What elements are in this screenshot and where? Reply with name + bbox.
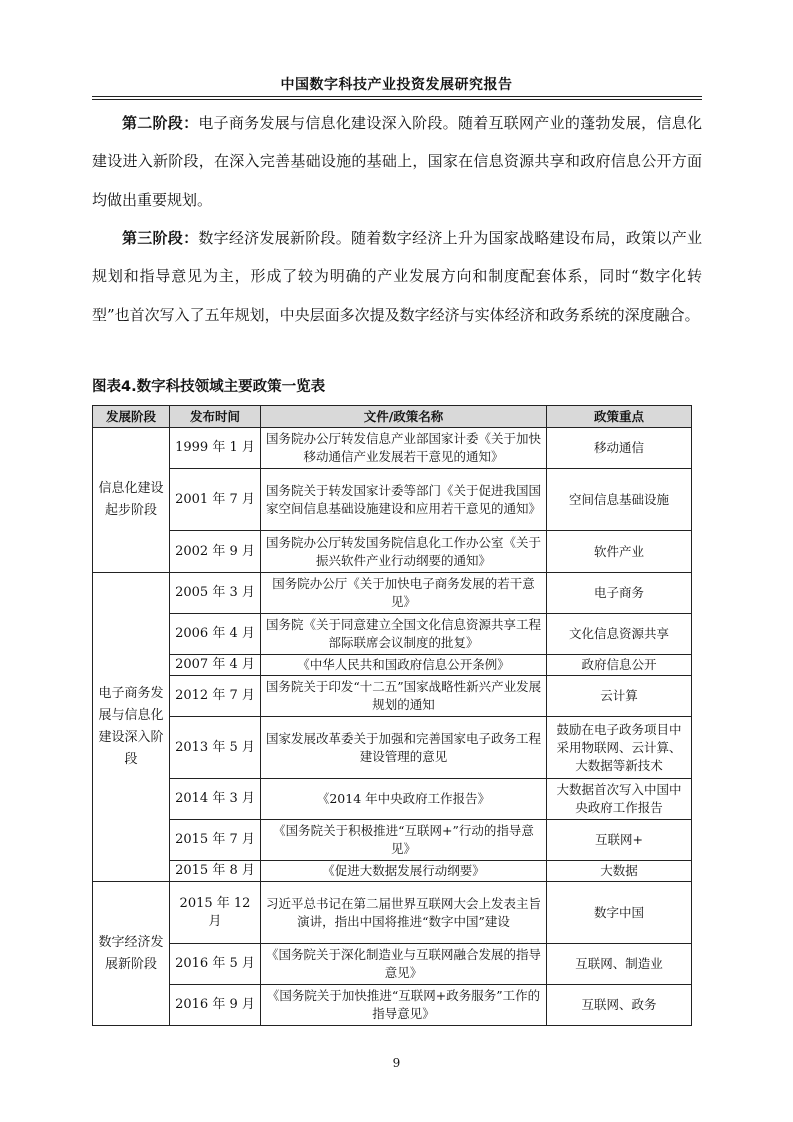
document-cell: 《促进大数据发展行动纲要》	[261, 861, 547, 882]
date-cell: 2016 年 9 月	[170, 985, 261, 1026]
focus-cell: 电子商务	[547, 573, 692, 614]
date-cell: 2005 年 3 月	[170, 573, 261, 614]
document-cell: 国务院办公厅《关于加快电子商务发展的若干意见》	[261, 573, 547, 614]
document-cell: 国务院办公厅转发信息产业部国家计委《关于加快移动通信产业发展若干意见的通知》	[261, 428, 547, 469]
date-cell: 2015 年 8 月	[170, 861, 261, 882]
date-cell: 2007 年 4 月	[170, 655, 261, 676]
page-number: 9	[392, 1056, 401, 1070]
document-cell: 《国务院关于加快推进“互联网+政务服务”工作的指导意见》	[261, 985, 547, 1026]
focus-cell: 鼓励在电子政务项目中采用物联网、云计算、大数据等新技术	[547, 717, 692, 779]
date-cell: 2002 年 9 月	[170, 531, 261, 573]
date-cell: 2001 年 7 月	[170, 469, 261, 531]
table-row	[93, 531, 692, 573]
document-cell: 国家发展改革委关于加强和完善国家电子政务工程建设管理的意见	[261, 717, 547, 779]
document-cell: 习近平总书记在第二届世界互联网大会上发表主旨演讲，指出中国将推进“数字中国”建设	[261, 882, 547, 944]
paragraph-stage-three	[92, 219, 702, 334]
page-header-title: 中国数字科技产业投资发展研究报告	[280, 77, 513, 93]
date-cell: 2013 年 5 月	[170, 717, 261, 779]
focus-cell: 软件产业	[547, 531, 692, 573]
date-cell: 2015 年 12 月	[170, 882, 261, 944]
date-cell: 2012 年 7 月	[170, 676, 261, 717]
stage-cell: 信息化建设起步阶段	[93, 428, 170, 573]
date-cell: 2014 年 3 月	[170, 779, 261, 820]
date-cell: 2015 年 7 月	[170, 820, 261, 861]
focus-cell: 文化信息资源共享	[547, 614, 692, 655]
date-cell: 2016 年 5 月	[170, 944, 261, 985]
document-cell: 国务院关于转发国家计委等部门《关于促进我国国家空间信息基础设施建设和应用若干意见的通知》	[261, 469, 547, 531]
document-cell: 国务院关于印发“十二五”国家战略性新兴产业发展规划的通知	[261, 676, 547, 717]
paragraph-lead: 第三阶段：	[122, 229, 199, 247]
focus-cell: 互联网、政务	[547, 985, 692, 1026]
paragraph-stage-two	[92, 104, 702, 219]
table-row	[93, 779, 692, 820]
table-row	[93, 861, 692, 882]
stage-cell: 电子商务发展与信息化建设深入阶段	[93, 573, 170, 882]
column-header-focus: 政策重点	[547, 406, 692, 428]
date-cell: 1999 年 1 月	[170, 428, 261, 469]
stage-cell: 数字经济发展新阶段	[93, 882, 170, 1026]
table-row	[93, 469, 692, 531]
column-header-stage: 发展阶段	[93, 406, 170, 428]
table-row	[93, 614, 692, 655]
paragraph-lead: 第二阶段：	[122, 114, 199, 132]
table-row	[93, 882, 692, 944]
focus-cell: 云计算	[547, 676, 692, 717]
paragraph-text: 数字经济发展新阶段。随着数字经济上升为国家战略建设布局，政策以产业规划和指导意见为主，形成了较为明确的产业发展方向和制度配套体系，同时“数字化转型”也首次写入了五年规划，中央层面多次提及数字经济与实体经济和政务系统的深度融合。	[92, 229, 702, 324]
table-row	[93, 944, 692, 985]
document-cell: 《国务院关于深化制造业与互联网融合发展的指导意见》	[261, 944, 547, 985]
table-row	[93, 676, 692, 717]
document-cell: 《国务院关于积极推进“互联网+”行动的指导意见》	[261, 820, 547, 861]
document-cell: 《中华人民共和国政府信息公开条例》	[261, 655, 547, 676]
focus-cell: 政府信息公开	[547, 655, 692, 676]
focus-cell: 大数据	[547, 861, 692, 882]
table-row	[93, 717, 692, 779]
column-header-date: 发布时间	[170, 406, 261, 428]
table-row	[93, 573, 692, 614]
header-rule	[92, 96, 702, 100]
column-header-document: 文件/政策名称	[261, 406, 547, 428]
table-row	[93, 985, 692, 1026]
paragraph-text: 电子商务发展与信息化建设深入阶段。随着互联网产业的蓬勃发展，信息化建设进入新阶段，在深入完善基础设施的基础上，国家在信息资源共享和政府信息公开方面均做出重要规划。	[92, 114, 702, 209]
focus-cell: 移动通信	[547, 428, 692, 469]
focus-cell: 互联网、制造业	[547, 944, 692, 985]
focus-cell: 大数据首次写入中国中央政府工作报告	[547, 779, 692, 820]
document-cell: 国务院《关于同意建立全国文化信息资源共享工程部际联席会议制度的批复》	[261, 614, 547, 655]
policy-table	[92, 405, 692, 1026]
document-cell: 国务院办公厅转发国务院信息化工作办公室《关于振兴软件产业行动纲要的通知》	[261, 531, 547, 573]
table-row	[93, 428, 692, 469]
table-row	[93, 655, 692, 676]
document-cell: 《2014 年中央政府工作报告》	[261, 779, 547, 820]
table-header-row	[93, 406, 692, 428]
table-row	[93, 820, 692, 861]
focus-cell: 互联网+	[547, 820, 692, 861]
date-cell: 2006 年 4 月	[170, 614, 261, 655]
table-caption: 图表4.数字科技领域主要政策一览表	[92, 379, 326, 395]
focus-cell: 空间信息基础设施	[547, 469, 692, 531]
focus-cell: 数字中国	[547, 882, 692, 944]
